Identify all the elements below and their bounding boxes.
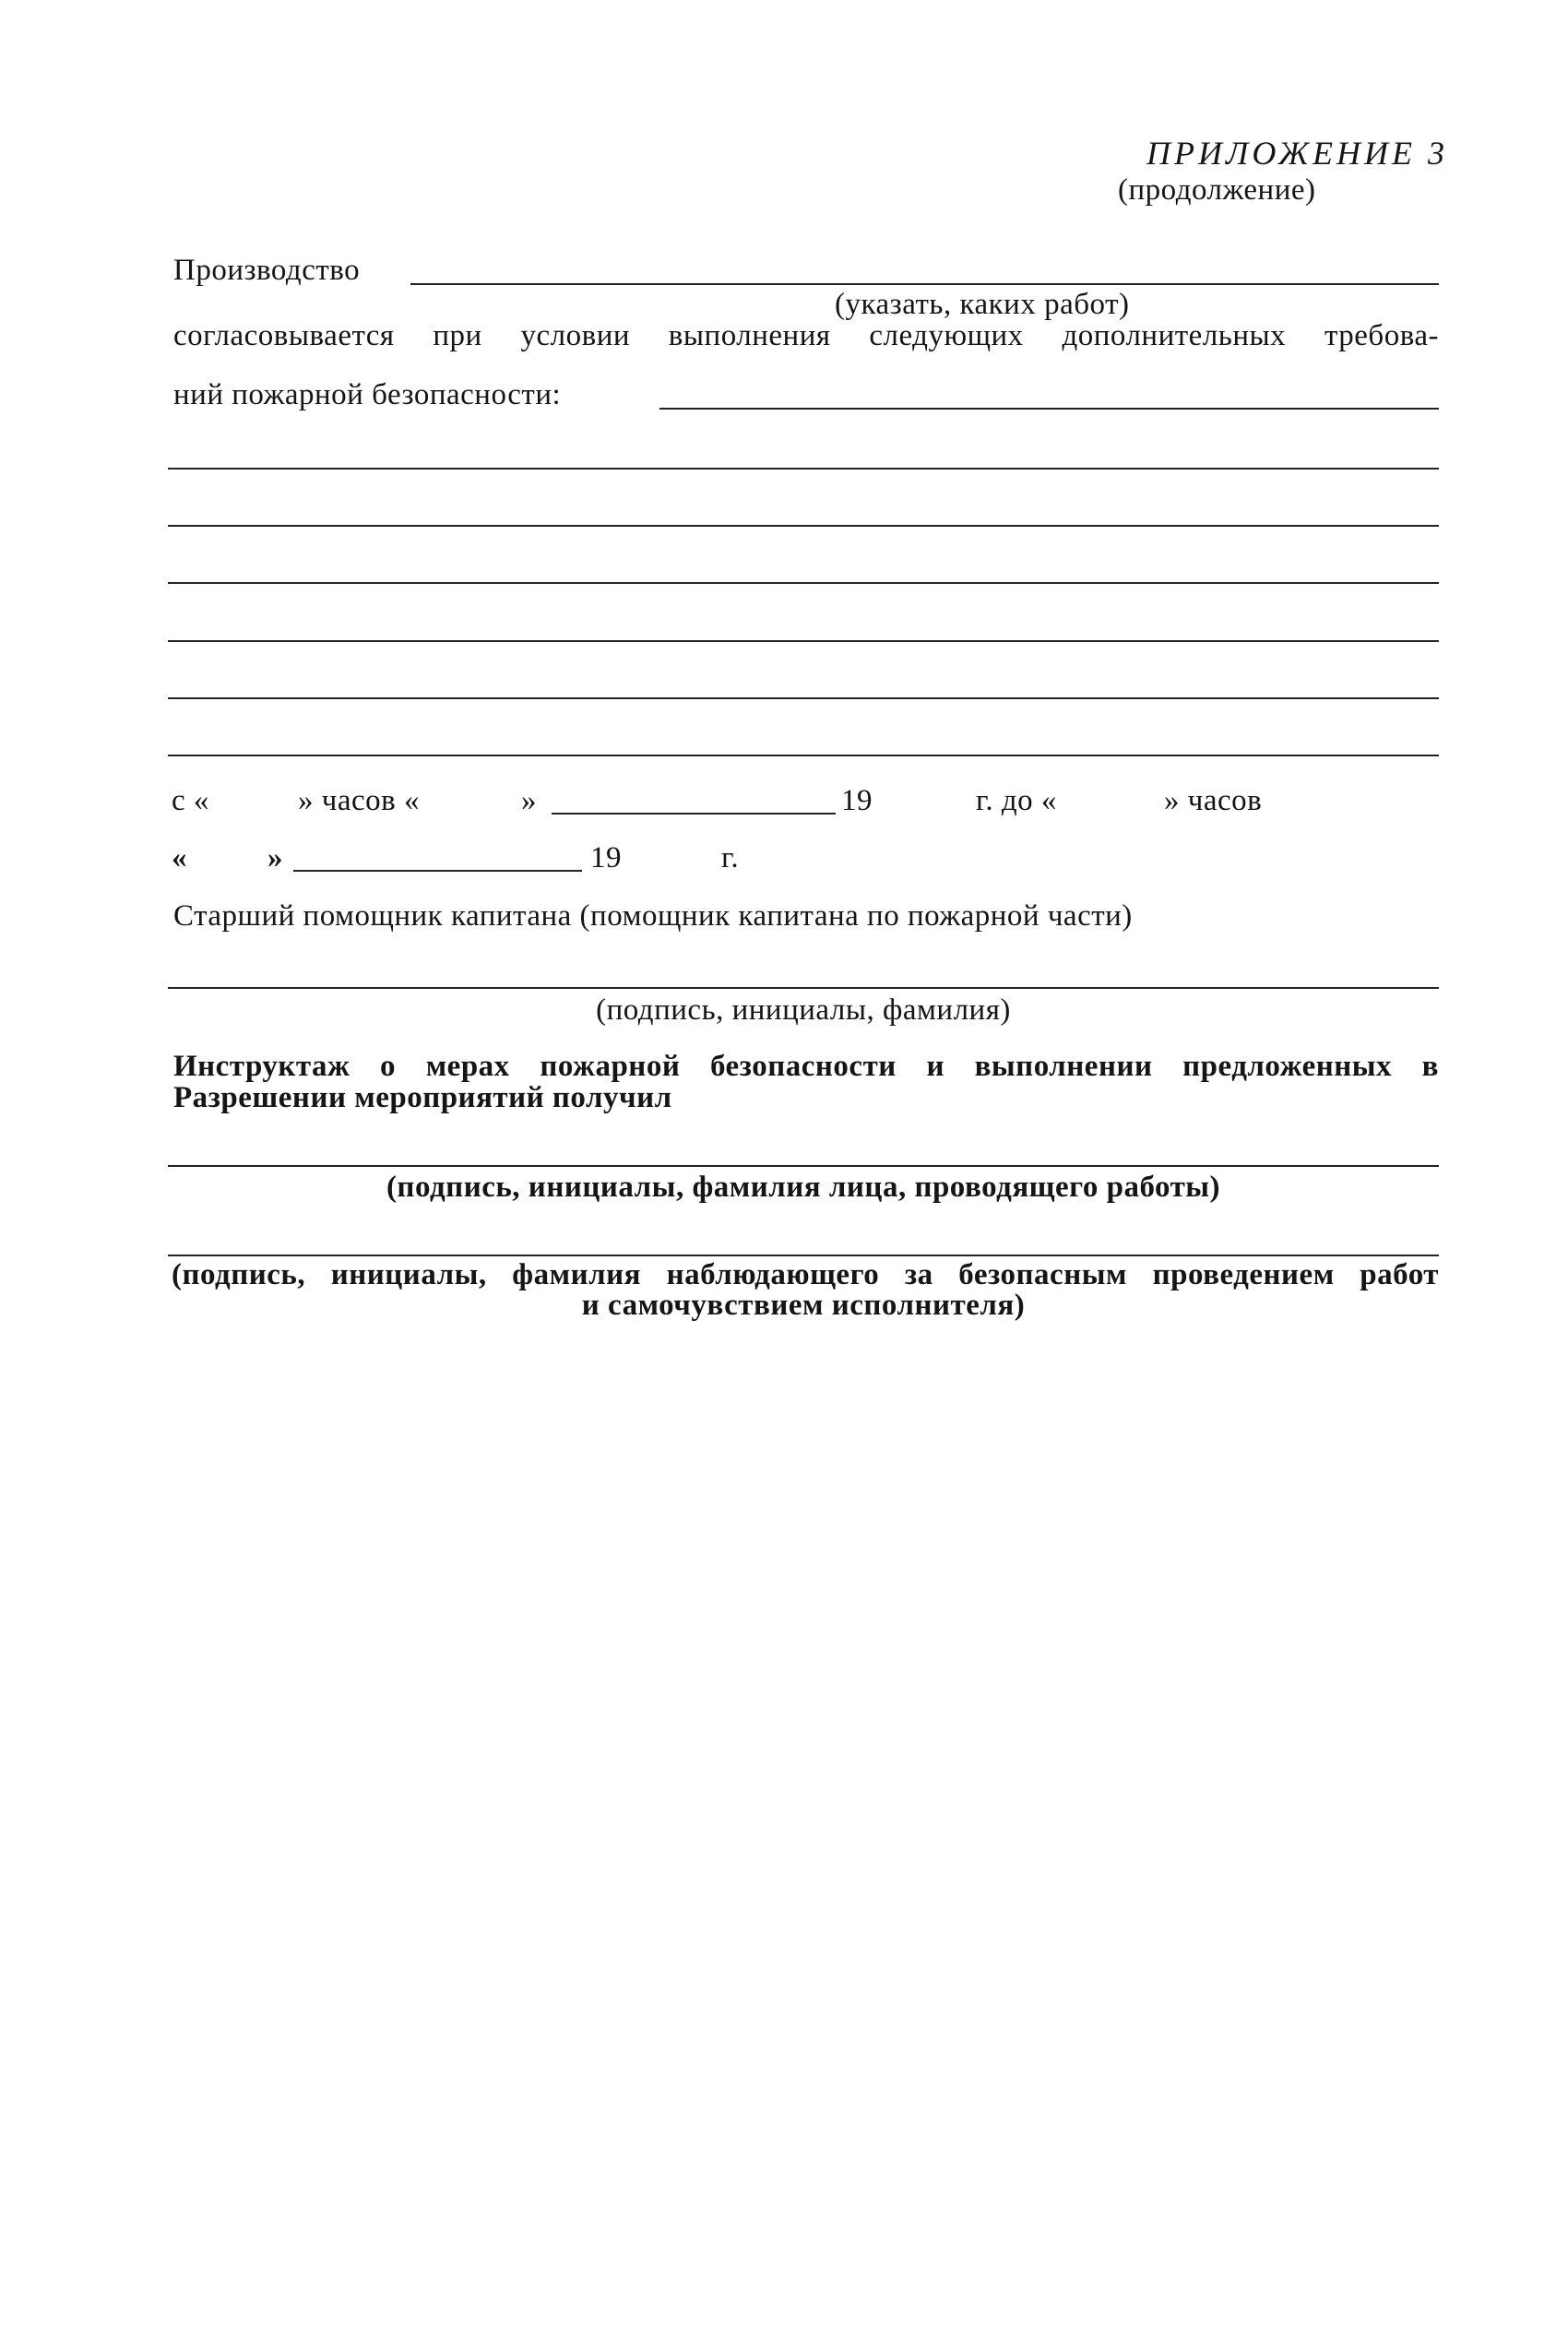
worker-signature-line[interactable] <box>168 1165 1439 1167</box>
signature-hint-1: (подпись, инициалы, фамилия) <box>596 993 1011 1027</box>
signature-hint-2: (подпись, инициалы, фамилия лица, проводящего работы) <box>386 1171 1221 1204</box>
briefing-text-line-1: Инструктаж о мерах пожарной безопасности и выполнении предложенных в <box>173 1050 1439 1083</box>
period-from-prefix: с « <box>172 784 209 817</box>
observer-signature-line[interactable] <box>168 1255 1439 1256</box>
period-to-month-line[interactable] <box>293 870 582 872</box>
requirements-field-line-3[interactable] <box>168 525 1439 527</box>
requirements-field-line-7[interactable] <box>168 755 1439 756</box>
production-hint: (указать, каких работ) <box>835 288 1130 321</box>
briefing-text-line-2: Разрешении мероприятий получил <box>173 1081 672 1114</box>
period-from-year: 19 <box>841 784 873 817</box>
period-year-suffix: г. <box>721 841 740 874</box>
requirements-field-line-5[interactable] <box>168 640 1439 642</box>
appendix-continuation: (продолжение) <box>1118 173 1316 207</box>
agreed-text: согласовывается при условии выполнения следующих дополнительных требова- <box>173 319 1439 352</box>
requirements-label: ний пожарной безопасности: <box>173 378 562 411</box>
period-from-month-line[interactable] <box>552 813 836 815</box>
period-to-hours: » часов <box>1164 784 1263 817</box>
production-label: Производство <box>173 254 361 287</box>
requirements-field-line-4[interactable] <box>168 582 1439 584</box>
requirements-field-line-2[interactable] <box>168 468 1439 470</box>
period-from-quote-close: » <box>521 784 537 817</box>
period-to-quote-close: » <box>267 841 283 874</box>
period-from-hours: » часов « <box>298 784 420 817</box>
requirements-field-line-1[interactable] <box>659 408 1439 410</box>
signature-hint-3-line-1: (подпись, инициалы, фамилия наблюдающего за безопасным проведением работ <box>172 1258 1439 1291</box>
period-to-quote-open: « <box>172 841 187 874</box>
signature-hint-3-line-2: и самочувствием исполнителя) <box>581 1289 1026 1322</box>
senior-mate-label: Старший помощник капитана (помощник капитана по пожарной части) <box>173 899 1133 933</box>
period-to-text: г. до « <box>976 784 1057 817</box>
senior-mate-signature-line[interactable] <box>168 987 1439 989</box>
period-to-year: 19 <box>590 841 622 874</box>
requirements-field-line-6[interactable] <box>168 697 1439 699</box>
production-field-line[interactable] <box>410 283 1439 285</box>
appendix-title: ПРИЛОЖЕНИЕ 3 <box>1146 135 1448 172</box>
